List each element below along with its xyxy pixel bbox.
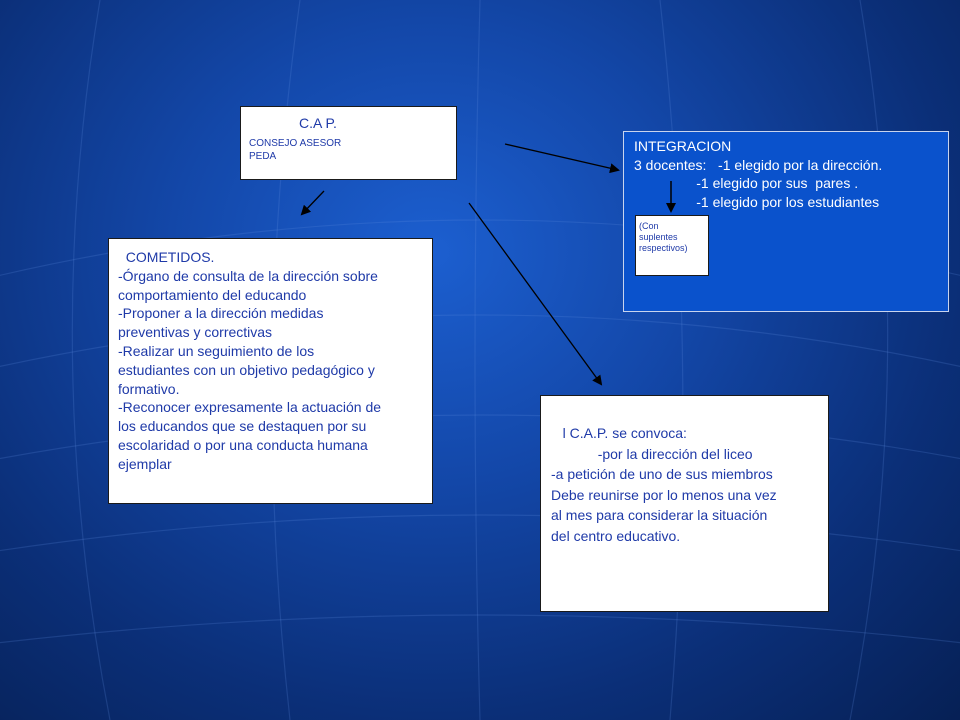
cap-title: C.A P. [299, 115, 337, 131]
convoca-line: -por la dirección del liceo [551, 445, 753, 462]
arrow-cap-to-convoca [469, 203, 601, 384]
convoca-line: al mes para considerar la situación [551, 507, 768, 523]
cometidos-line: -Órgano de consulta de la dirección sobre [118, 267, 378, 284]
integracion-line: 3 docentes: -1 elegido por la dirección. [634, 156, 883, 173]
cometidos-line: ejemplar [118, 455, 172, 472]
convoca-heading: l C.A.P. se convoca: [551, 425, 687, 441]
integracion-line: -1 elegido por sus pares . [634, 175, 859, 191]
cometidos-line: -Realizar un seguimiento de los [118, 342, 315, 359]
cometidos-line: -Reconocer expresamente la actuación de [118, 399, 382, 416]
cap-subtitle-line: CONSEJO ASESOR [249, 138, 342, 149]
cometidos-line: estudiantes con un objetivo pedagógico y [118, 361, 375, 378]
cometidos-line: formativo. [118, 380, 180, 397]
cometidos-line: preventivas y correctivas [118, 324, 273, 341]
suplentes-line: (Con [639, 221, 659, 231]
cometidos-heading: COMETIDOS. [118, 249, 215, 265]
arrow-cap-to-integracion [505, 144, 618, 170]
cometidos-line: comportamiento del educando [118, 286, 307, 303]
suplentes-line: respectivos) [639, 243, 688, 253]
cometidos-line: escolaridad o por una conducta humana [118, 436, 368, 453]
integracion-heading: INTEGRACION [634, 138, 732, 154]
integracion-line: -1 elegido por los estudiantes [634, 193, 880, 210]
arrow-cap-to-cometidos [302, 191, 324, 214]
convoca-line: Debe reunirse por lo menos una vez [551, 486, 777, 503]
convoca-line: -a petición de uno de sus miembros [551, 466, 773, 482]
cometidos-line: -Proponer a la dirección medidas [118, 305, 324, 322]
cometidos-line: los educandos que se destaquen por su [118, 418, 367, 435]
cap-subtitle-line: PEDA [249, 151, 277, 162]
convoca-line: del centro educativo. [551, 527, 681, 544]
suplentes-line: suplentes [639, 232, 678, 242]
